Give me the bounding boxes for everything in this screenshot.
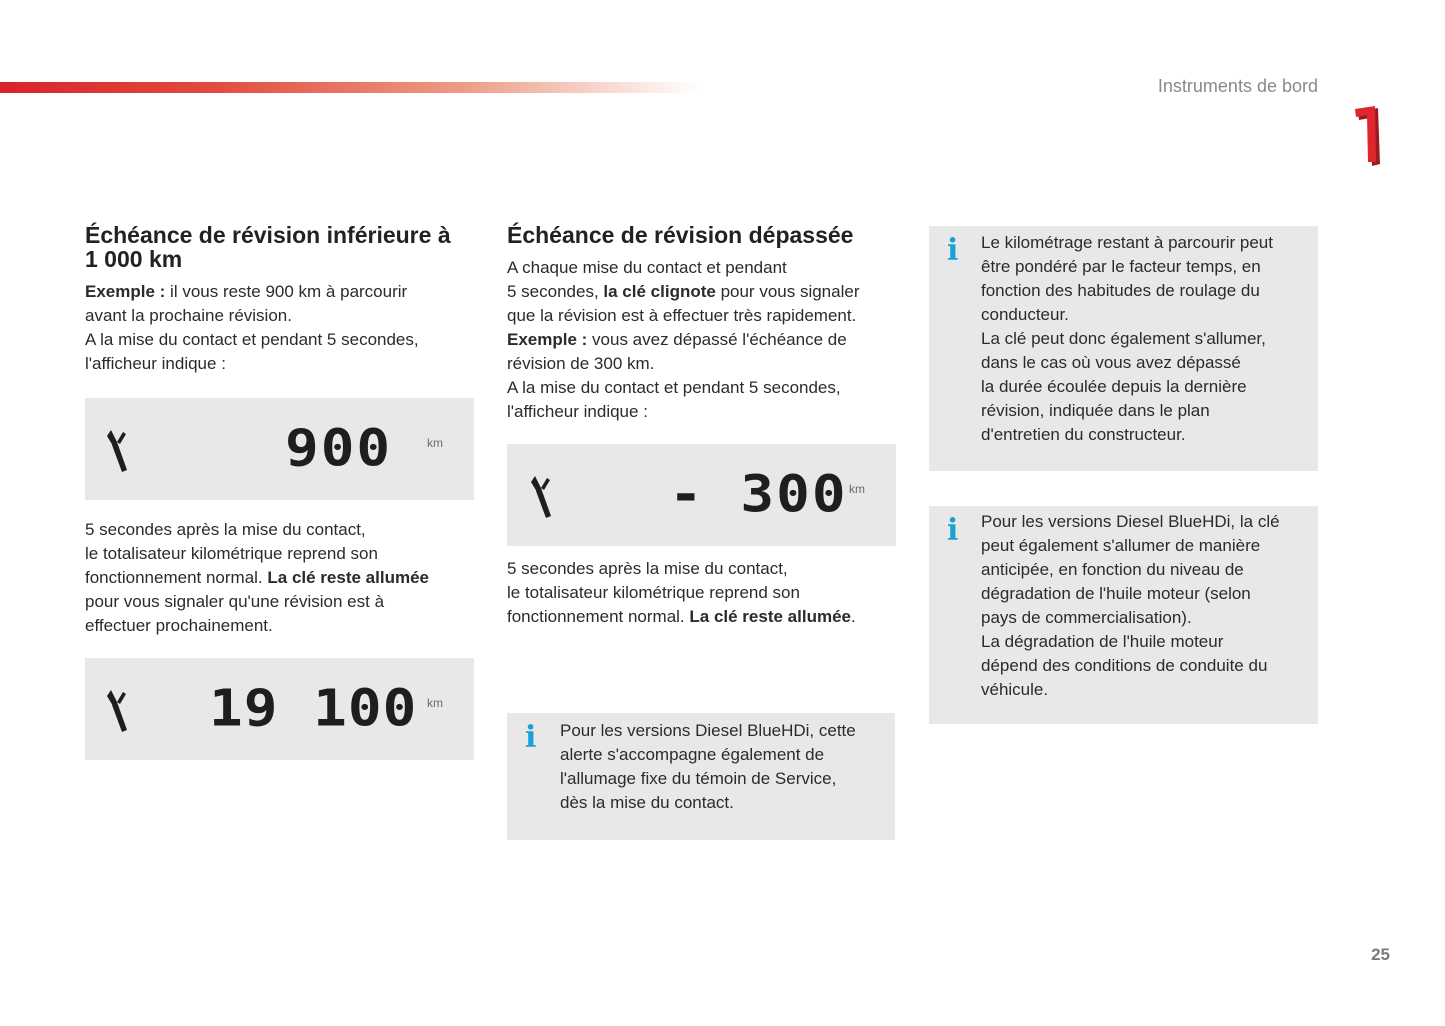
info-text xyxy=(981,231,1273,447)
text-line: alerte s'accompagne également de xyxy=(560,745,825,764)
text-line: d'entretien du constructeur. xyxy=(981,425,1186,444)
info-icon: i xyxy=(525,720,537,755)
text-line: La clé peut donc également s'allumer, xyxy=(981,329,1266,348)
wrench-icon xyxy=(103,688,133,734)
text-line: l'afficheur indique : xyxy=(85,354,226,373)
display-value: - 300 xyxy=(669,465,848,524)
text-line: fonction des habitudes de roulage du xyxy=(981,281,1260,300)
column1-after xyxy=(85,518,429,638)
header-accent-bar xyxy=(0,82,700,93)
text-line: pays de commercialisation). xyxy=(981,608,1192,627)
column1-heading: Échéance de révision inférieure à 1 000 km xyxy=(85,222,451,272)
text-line: Pour les versions Diesel BlueHDi, cette xyxy=(560,721,856,740)
info-text xyxy=(981,510,1280,702)
text-line: l'afficheur indique : xyxy=(507,402,648,421)
text-line: peut également s'allumer de manière xyxy=(981,536,1261,555)
info-icon: i xyxy=(947,513,959,548)
display-minus-300 xyxy=(507,444,896,546)
text-line: conducteur. xyxy=(981,305,1069,324)
column2-intro xyxy=(507,256,859,424)
text-line: Pour les versions Diesel BlueHDi, la clé xyxy=(981,512,1280,531)
text-line: le totalisateur kilométrique reprend son xyxy=(507,583,800,602)
text-line: Exemple : il vous reste 900 km à parcourir xyxy=(85,282,408,301)
text-line: Le kilométrage restant à parcourir peut xyxy=(981,233,1273,252)
column2-heading: Échéance de révision dépassée xyxy=(507,222,854,248)
text-line: A la mise du contact et pendant 5 secondes, xyxy=(507,378,841,397)
info-box-time-factor xyxy=(929,226,1318,471)
wrench-icon xyxy=(527,474,557,520)
text-line: dans le cas où vous avez dépassé xyxy=(981,353,1241,372)
text-line: 5 secondes après la mise du contact, xyxy=(507,559,788,578)
text-line: A la mise du contact et pendant 5 secondes, xyxy=(85,330,419,349)
page-number: 25 xyxy=(1371,945,1390,964)
info-box-oil-degradation xyxy=(929,506,1318,724)
column2-after xyxy=(507,557,856,629)
text-line: le totalisateur kilométrique reprend son xyxy=(85,544,378,563)
text-line: 5 secondes, la clé clignote pour vous signaler xyxy=(507,282,860,301)
info-icon: i xyxy=(947,233,959,268)
display-unit: km xyxy=(427,696,443,710)
text-line: que la révision est à effectuer très rapidement. xyxy=(507,306,857,325)
text-line: Exemple : vous avez dépassé l'échéance de xyxy=(507,330,847,349)
info-text xyxy=(560,719,856,815)
text-line: anticipée, en fonction du niveau de xyxy=(981,560,1244,579)
text-line: pour vous signaler qu'une révision est à xyxy=(85,592,385,611)
display-19100 xyxy=(85,658,474,760)
text-line: fonctionnement normal. La clé reste allumée. xyxy=(507,607,856,626)
text-line: 5 secondes après la mise du contact, xyxy=(85,520,366,539)
display-value: 19 100 xyxy=(209,679,418,738)
text-line: la durée écoulée depuis la dernière xyxy=(981,377,1247,396)
text-line: La dégradation de l'huile moteur xyxy=(981,632,1224,651)
display-900 xyxy=(85,398,474,500)
column1-intro xyxy=(85,280,419,376)
text-line: révision de 300 km. xyxy=(507,354,655,373)
text-line: révision, indiquée dans le plan xyxy=(981,401,1210,420)
text-line: l'allumage fixe du témoin de Service, xyxy=(560,769,837,788)
text-line: A chaque mise du contact et pendant xyxy=(507,258,787,277)
text-line: fonctionnement normal. La clé reste allumée xyxy=(85,568,429,587)
display-unit: km xyxy=(849,482,865,496)
text-line: véhicule. xyxy=(981,680,1049,699)
info-box-bluehdi-service xyxy=(507,713,895,840)
chapter-number xyxy=(1352,98,1382,168)
text-line: dégradation de l'huile moteur (selon xyxy=(981,584,1251,603)
text-line: effectuer prochainement. xyxy=(85,616,273,635)
display-value: 900 xyxy=(285,419,393,478)
text-line: dès la mise du contact. xyxy=(560,793,734,812)
section-name: Instruments de bord xyxy=(1157,76,1318,96)
text-line: avant la prochaine révision. xyxy=(85,306,292,325)
wrench-icon xyxy=(103,428,133,474)
text-line: être pondéré par le facteur temps, en xyxy=(981,257,1261,276)
text-line: dépend des conditions de conduite du xyxy=(981,656,1268,675)
display-unit: km xyxy=(427,436,443,450)
